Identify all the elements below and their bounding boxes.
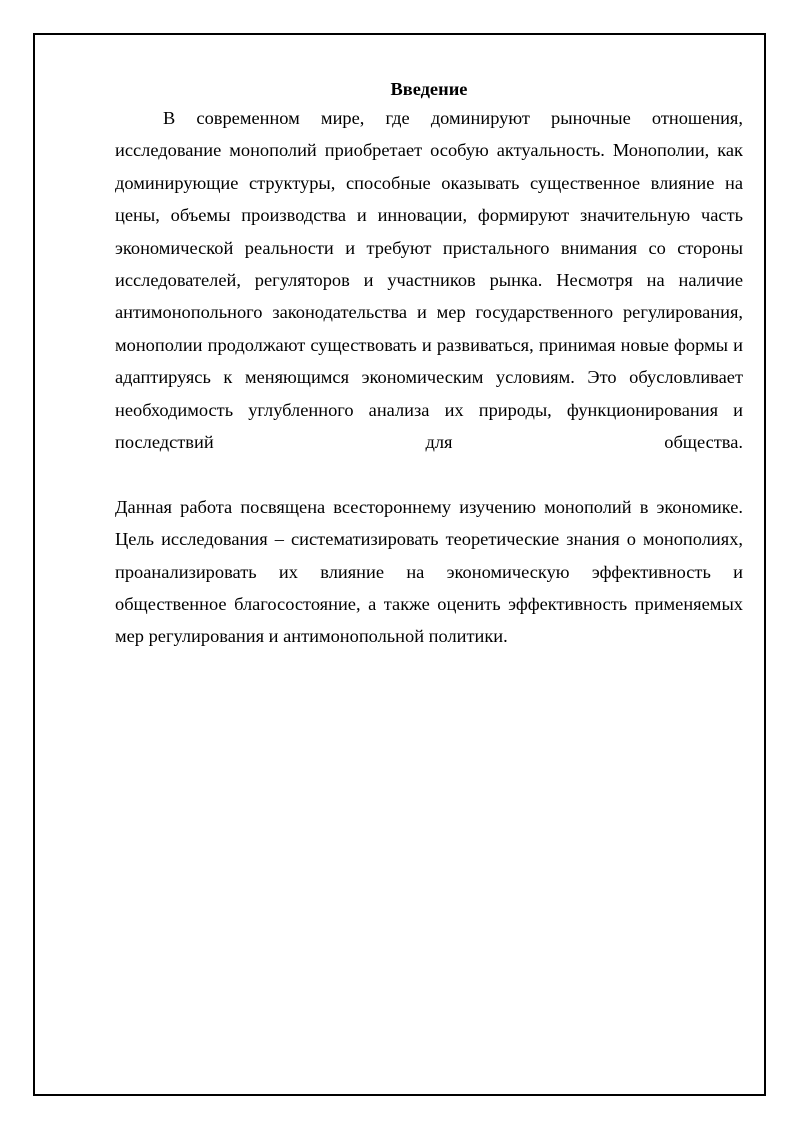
paragraph-purpose: Данная работа посвящена всестороннему изучению монополий в экономике. Цель исследования – систематизировать теоретические знания о монополиях, проанализировать их влияние на экономическую эффективность и общественное благосостояние, а также оценить эффективность применяемых мер регулирования и антимонопольной политики.	[115, 496, 743, 647]
document-body	[115, 76, 743, 653]
paragraph-introduction: В современном мире, где доминируют рыночные отношения, исследование монополий приобретает особую актуальность. Монополии, как доминирующие структуры, способные оказывать существенное влияние на цены, объемы производства и инновации, формируют значительную часть экономической реальности и требуют пристального внимания со стороны исследователей, регуляторов и участников рынка. Несмотря на наличие антимонопольного законодательства и мер государственного регулирования, монополии продолжают существовать и развиваться, принимая новые формы и адаптируясь к меняющимся экономическим условиям. Это обусловливает необходимость углубленного анализа их природы, функционирования и последствий для общества.	[115, 108, 743, 453]
paragraph-spacer	[115, 458, 743, 490]
document-title: Введение	[390, 79, 468, 99]
